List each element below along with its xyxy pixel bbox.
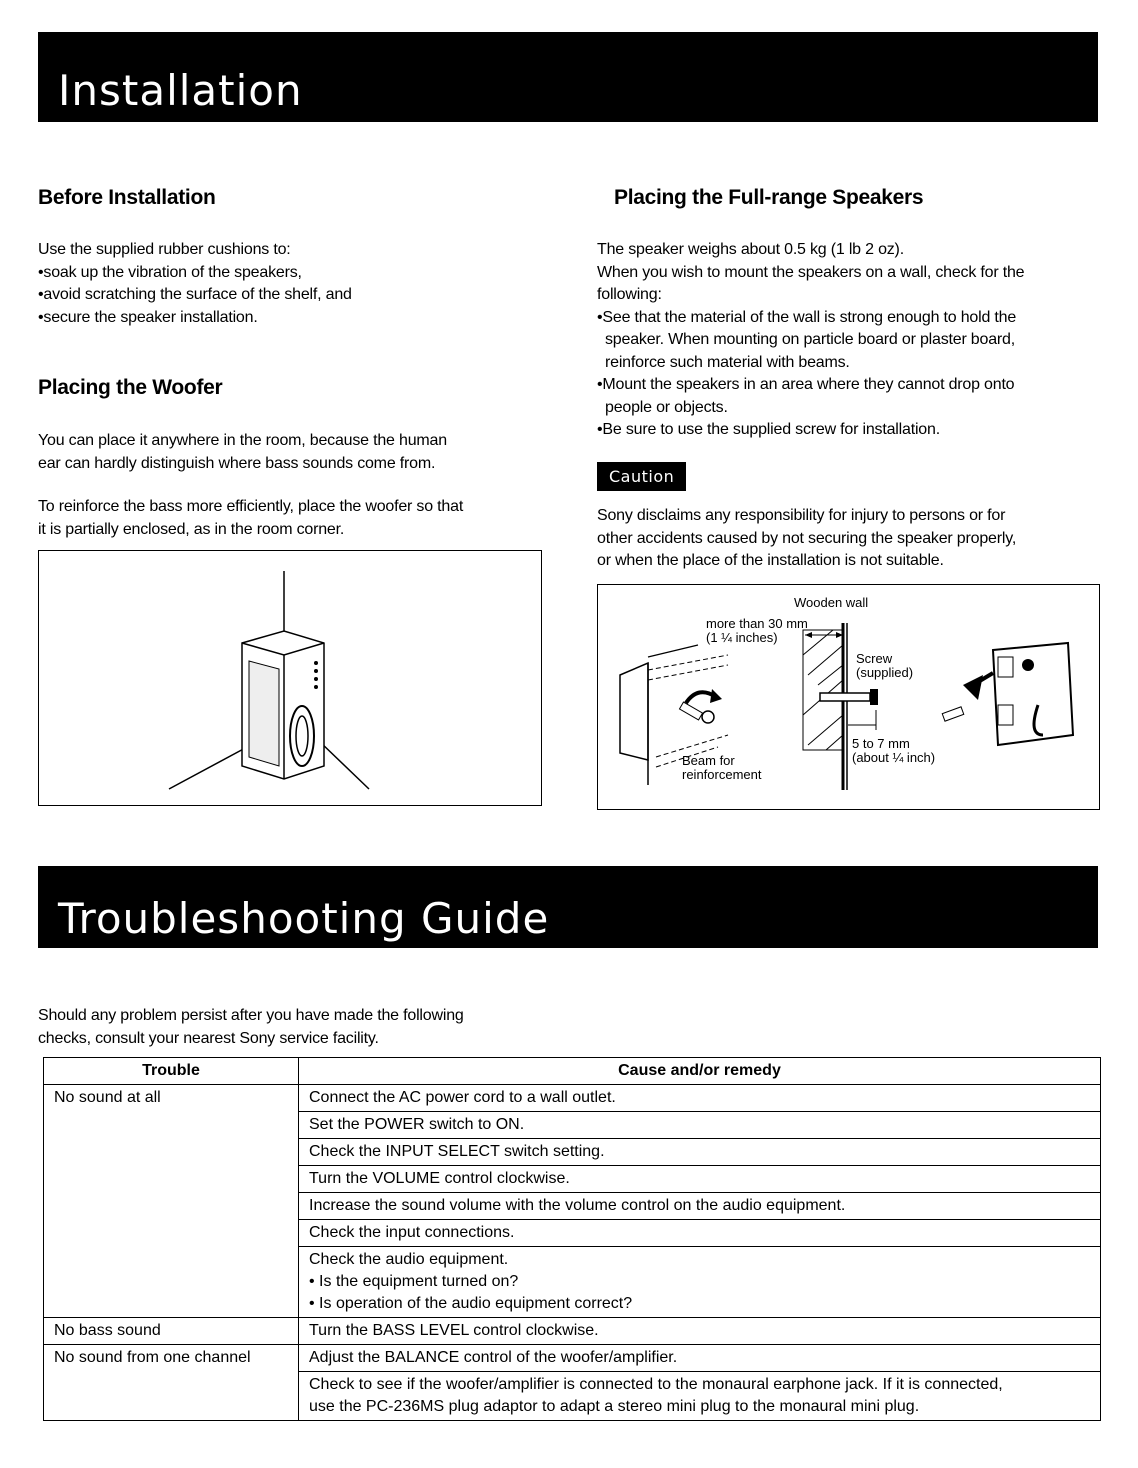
- before-bullet: •secure the speaker installation.: [38, 308, 258, 326]
- woofer-line: You can place it anywhere in the room, because the human: [38, 432, 447, 449]
- caution-line: other accidents caused by not securing the speaker properly,: [597, 529, 1017, 547]
- troubleshooting-intro: [38, 1005, 464, 1050]
- distance-label: more than 30 mm: [706, 616, 808, 631]
- beam-label: Beam for: [682, 753, 735, 768]
- before-installation-text: [38, 239, 352, 329]
- table-row: [44, 1345, 1101, 1372]
- intro-line: checks, consult your nearest Sony service facility.: [38, 1029, 379, 1047]
- fullrange-line: speaker. When mounting on particle board or plaster board,: [605, 331, 1015, 348]
- table-header-row: [44, 1058, 1101, 1085]
- woofer-line: ear can hardly distinguish where bass sounds come from.: [38, 454, 436, 472]
- table-row: [44, 1085, 1101, 1112]
- remedy-line: • Is operation of the audio equipment correct?: [309, 1295, 633, 1312]
- remedy-line: Check to see if the woofer/amplifier is connected to the monaural earphone jack. If it is connected,: [309, 1376, 1003, 1393]
- troubleshooting-table: [43, 1057, 1101, 1421]
- depth-label: 5 to 7 mm: [852, 736, 910, 751]
- remedy-cell: Increase the sound volume with the volume control on the audio equipment.: [299, 1193, 1101, 1220]
- woofer-line: it is partially enclosed, as in the room corner.: [38, 520, 345, 538]
- fullrange-line: When you wish to mount the speakers on a wall, check for the: [597, 263, 1025, 281]
- remedy-line: • Is the equipment turned on?: [309, 1273, 519, 1290]
- remedy-cell: Turn the BASS LEVEL control clockwise.: [299, 1318, 1101, 1345]
- fullrange-line: following:: [597, 286, 662, 303]
- col-remedy-header: Cause and/or remedy: [299, 1058, 1101, 1085]
- before-bullet: •soak up the vibration of the speakers,: [38, 263, 302, 281]
- fullrange-line: reinforce such material with beams.: [605, 353, 850, 371]
- remedy-cell: Set the POWER switch to ON.: [299, 1112, 1101, 1139]
- screw-label: Screw: [856, 651, 893, 666]
- caution-line: Sony disclaims any responsibility for injury to persons or for: [597, 507, 1006, 524]
- table-row: [44, 1318, 1101, 1345]
- remedy-cell: Adjust the BALANCE control of the woofer/amplifier.: [299, 1345, 1101, 1372]
- intro-line: Should any problem persist after you have made the following: [38, 1007, 464, 1024]
- fullrange-text: [597, 239, 1024, 442]
- distance-inches-label: (1 ¼ inches): [706, 630, 778, 645]
- remedy-line: use the PC-236MS plug adaptor to adapt a stereo mini plug to the monaural mini plug.: [309, 1398, 920, 1415]
- caution-text: [597, 505, 1016, 573]
- remedy-line: Check the audio equipment.: [309, 1251, 509, 1268]
- installation-banner: [38, 32, 1098, 122]
- woofer-heading: Placing the Woofer: [38, 376, 223, 399]
- woofer-text-2: [38, 496, 463, 541]
- remedy-cell: [299, 1247, 1101, 1318]
- caution-line: or when the place of the installation is not suitable.: [597, 552, 944, 569]
- wall-mount-illustration: [598, 585, 1099, 809]
- woofer-text-1: [38, 430, 447, 475]
- caution-label: Caution: [597, 462, 686, 491]
- fullrange-line: •Mount the speakers in an area where they cannot drop onto: [597, 376, 1015, 393]
- remedy-cell: [299, 1372, 1101, 1421]
- troubleshooting-banner: [38, 866, 1098, 948]
- trouble-cell: No sound at all: [44, 1085, 299, 1318]
- remedy-cell: Connect the AC power cord to a wall outlet.: [299, 1085, 1101, 1112]
- woofer-placement-diagram: [38, 550, 542, 806]
- remedy-cell: Check the INPUT SELECT switch setting.: [299, 1139, 1101, 1166]
- before-intro: Use the supplied rubber cushions to:: [38, 241, 291, 258]
- before-bullet: •avoid scratching the surface of the shelf, and: [38, 286, 352, 303]
- wooden-wall-label: Wooden wall: [794, 595, 869, 610]
- depth-inch-label: (about ¼ inch): [852, 750, 936, 765]
- troubleshooting-title: Troubleshooting Guide: [58, 894, 550, 943]
- woofer-line: To reinforce the bass more efficiently, place the woofer so that: [38, 498, 464, 515]
- trouble-cell: No sound from one channel: [44, 1345, 299, 1421]
- fullrange-line: •See that the material of the wall is strong enough to hold the: [597, 308, 1017, 326]
- remedy-cell: Check the input connections.: [299, 1220, 1101, 1247]
- woofer-corner-illustration: [39, 551, 541, 805]
- fullrange-line: •Be sure to use the supplied screw for installation.: [597, 421, 940, 438]
- before-installation-heading: Before Installation: [38, 186, 216, 209]
- installation-title: Installation: [58, 66, 303, 115]
- fullrange-heading: Placing the Full-range Speakers: [614, 186, 924, 209]
- col-trouble-header: Trouble: [44, 1058, 299, 1085]
- trouble-cell: No bass sound: [44, 1318, 299, 1345]
- screw-supplied-label: (supplied): [856, 665, 914, 680]
- beam-label-2: reinforcement: [682, 767, 762, 782]
- remedy-cell: Turn the VOLUME control clockwise.: [299, 1166, 1101, 1193]
- fullrange-line: The speaker weighs about 0.5 kg (1 lb 2 oz).: [597, 241, 904, 258]
- wall-mount-diagram: [597, 584, 1100, 810]
- fullrange-line: people or objects.: [605, 398, 728, 416]
